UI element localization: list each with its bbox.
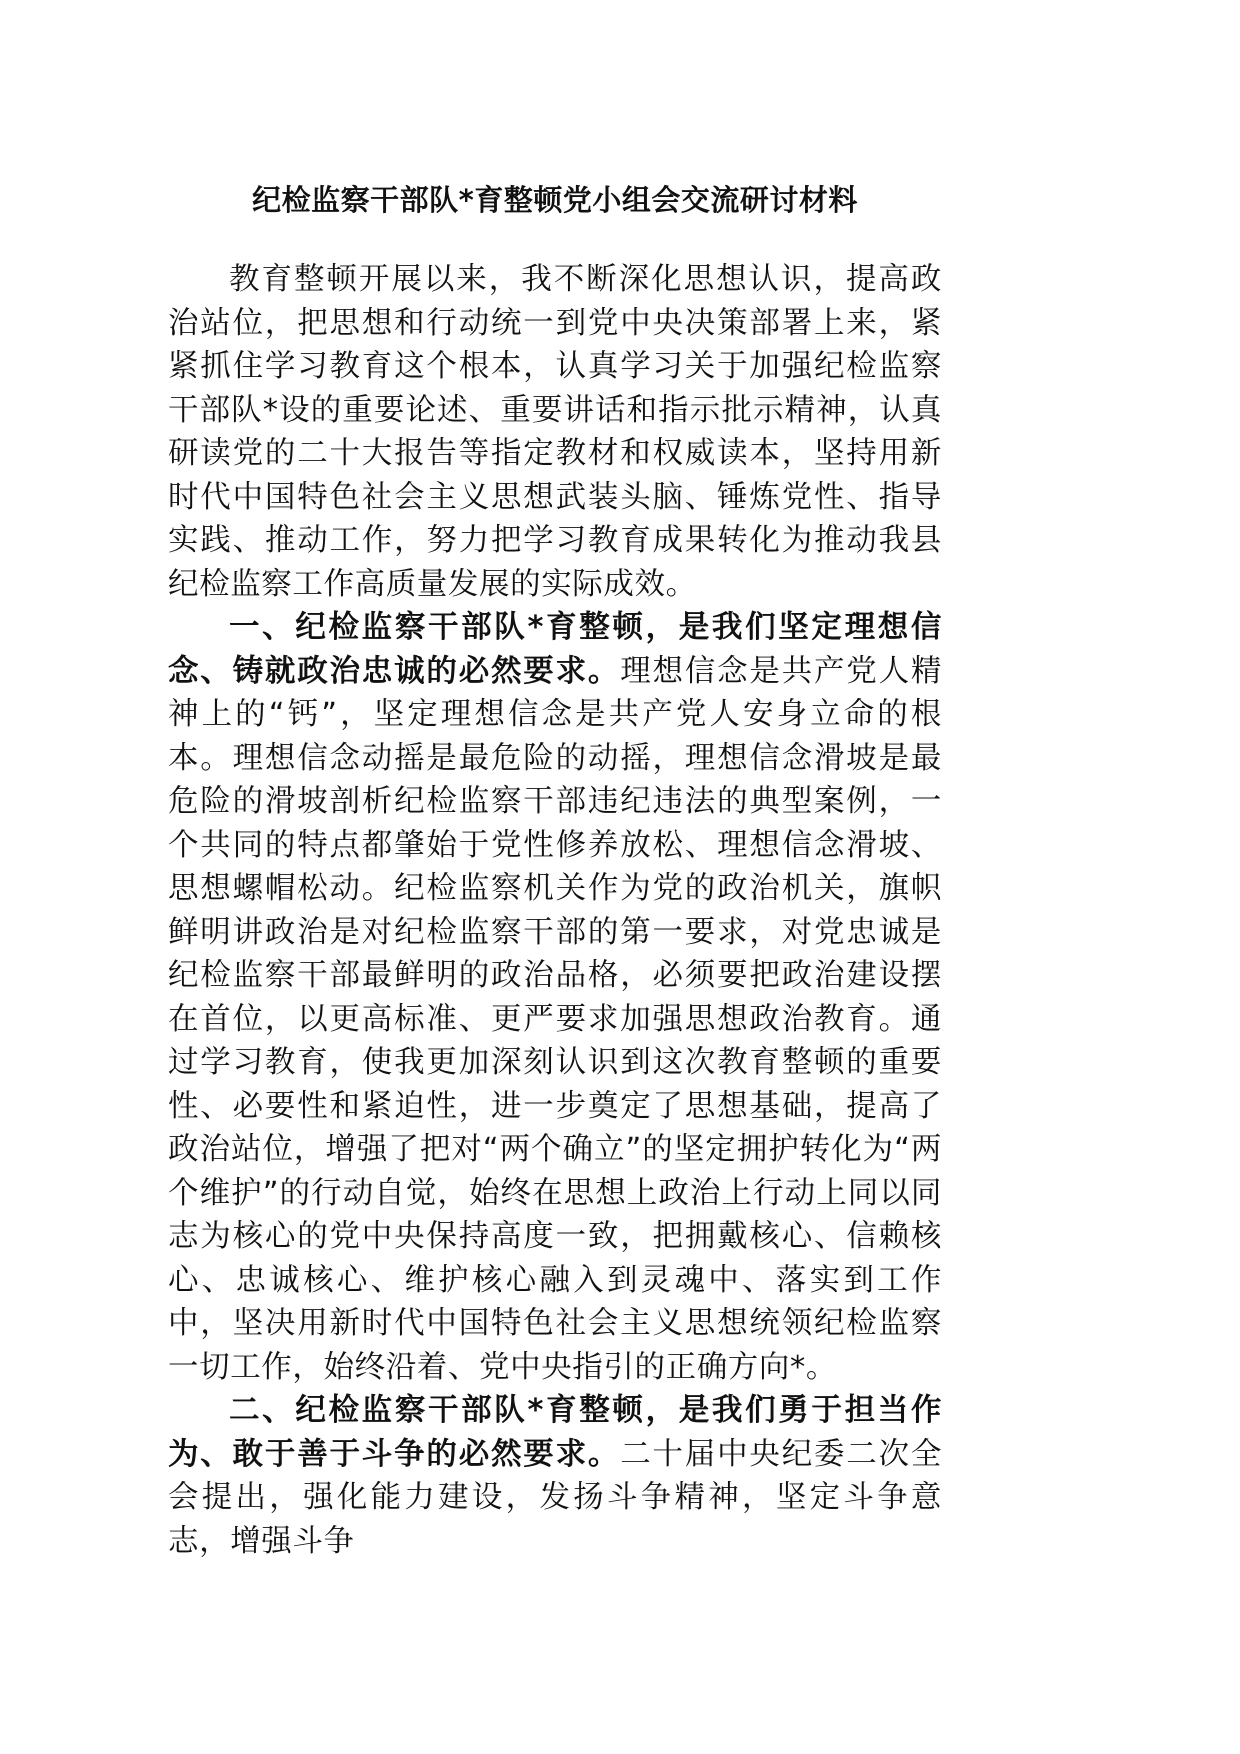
- document-title: 纪检监察干部队*育整顿党小组会交流研讨材料: [252, 183, 858, 217]
- paragraph-intro: [168, 258, 942, 606]
- section-heading: 二、纪检监察干部队*育整顿，是我们勇于担当作为、敢于善于斗争的必然要求。: [168, 1393, 942, 1472]
- paragraph-text: 教育整顿开展以来，我不断深化思想认识，提高政治站位，把思想和行动统一到党中央决策部署上来，紧紧抓住学习教育这个根本，认真学习关于加强纪检监察干部队*设的重要论述、重要讲话和指示批示精神，认真研读党的二十大报告等指定教材和权威读本，坚持用新时代中国特色社会主义思想武装头脑、锤炼党性、指导实践、推动工作，努力把学习教育成果转化为推动我县纪检监察工作高质量发展的实际成效。: [168, 262, 942, 602]
- section-heading: 一、纪检监察干部队*育整顿，是我们坚定理想信念、铸就政治忠诚的必然要求。: [168, 610, 942, 689]
- paragraph-section-1: [168, 606, 942, 1389]
- paragraph-text: 理想信念是共产党人精神上的“钙”，坚定理想信念是共产党人安身立命的根本。理想信念动摇是最危险的动摇，理想信念滑坡是最危险的滑坡剖析纪检监察干部违纪违法的典型案例，一个共同的特点都肇始于党性修养放松、理想信念滑坡、思想螺帽松动。纪检监察机关作为党的政治机关，旗帜鲜明讲政治是对纪检监察干部的第一要求，对党忠诚是纪检监察干部最鲜明的政治品格，必须要把政治建设摆在首位，以更高标准、更严要求加强思想政治教育。通过学习教育，使我更加深刻认识到这次教育整顿的重要性、必要性和紧迫性，进一步奠定了思想基础，提高了政治站位，增强了把对“两个确立”的坚定拥护转化为“两个维护”的行动自觉，始终在思想上政治上行动上同以同志为核心的党中央保持高度一致，把拥戴核心、信赖核心、忠诚核心、维护核心融入到灵魂中、落实到工作中，坚决用新时代中国特色社会主义思想统领纪检监察一切工作，始终沿着、党中央指引的正确方向*。: [168, 653, 943, 1385]
- paragraph-text: 二十届中央纪委二次全会提出，强化能力建设，发扬斗争精神，坚定斗争意志，增强斗争: [168, 1436, 943, 1559]
- document-body: [168, 258, 942, 1563]
- paragraph-section-2: [168, 1389, 942, 1563]
